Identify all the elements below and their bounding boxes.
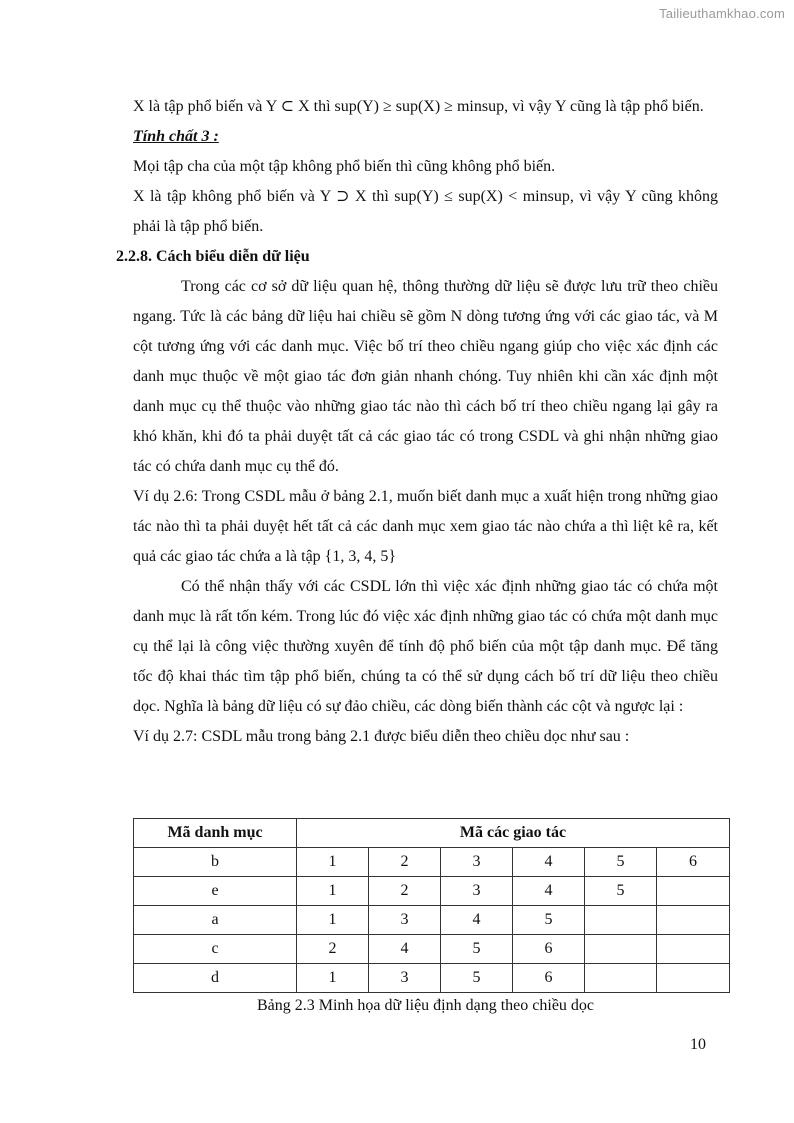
tid-cell [585,935,657,964]
paragraph-horizontal-layout: Trong các cơ sở dữ liệu quan hệ, thông thường dữ liệu sẽ được lưu trữ theo chiều ngang. Tức là các bảng dữ liệu hai chiều sẽ gồm N dòng tương ứng với các giao tác, và M cột tương ứng với các danh mục. Việc bố trí theo chiều ngang giúp cho việc xác định các danh mục thuộc về một giao tác đơn giản nhanh chóng. Tuy nhiên khi cần xác định một danh mục cụ thể thuộc vào những giao tác nào thì cách bố trí theo chiều ngang lại gây ra khó khăn, khi đó ta phải duyệt tất cả các giao tác có trong CSDL và ghi nhận những giao tác có chứa danh mục cụ thể đó. [133,278,718,475]
page-number: 10 [690,1036,706,1053]
table-row [134,935,730,964]
tid-cell: 2 [369,877,441,906]
item-cell: b [134,848,297,877]
tid-cell: 6 [513,935,585,964]
property-3-statement: Mọi tập cha của một tập không phổ biến thì cũng không phổ biến. [133,158,556,175]
tid-cell: 6 [657,848,730,877]
tid-cell: 5 [441,964,513,993]
header-transaction-ids: Mã các giao tác [297,819,730,848]
paragraph-property-2-tail: X là tập phổ biến và Y ⊂ X thì sup(Y) ≥ sup(X) ≥ minsup, vì vậy Y cũng là tập phổ biến. [133,98,704,115]
table-row [134,877,730,906]
header-item-id: Mã danh mục [134,819,297,848]
example-2-7: Ví dụ 2.7: CSDL mẫu trong bảng 2.1 được biểu diễn theo chiều dọc như sau : [133,728,630,745]
tid-cell: 6 [513,964,585,993]
tid-cell [657,964,730,993]
property-3-title: Tính chất 3 : [133,128,219,145]
table-header-row [134,819,730,848]
section-heading-2-2-8: 2.2.8. Cách biểu diễn dữ liệu [116,248,310,265]
tid-cell: 1 [297,906,369,935]
tid-cell [585,906,657,935]
tid-cell: 4 [441,906,513,935]
tid-cell: 2 [369,848,441,877]
tid-cell: 1 [297,848,369,877]
item-cell: a [134,906,297,935]
item-cell: e [134,877,297,906]
item-cell: c [134,935,297,964]
tid-cell: 4 [369,935,441,964]
item-cell: d [134,964,297,993]
paragraph-vertical-layout: Có thể nhận thấy với các CSDL lớn thì việc xác định những giao tác có chứa một danh mục là rất tốn kém. Trong lúc đó việc xác định những giao tác có chứa một danh mục cụ thể lại là công việc thường xuyên để tính độ phổ biến của một tập danh mục. Để tăng tốc độ khai thác tìm tập phổ biến, chúng ta có thể sử dụng cách bố trí dữ liệu theo chiều dọc. Nghĩa là bảng dữ liệu có sự đảo chiều, các dòng biến thành các cột và ngược lại : [133,578,718,715]
property-3-heading [133,122,718,152]
tid-cell: 1 [297,964,369,993]
tid-cell: 5 [585,848,657,877]
tid-cell: 5 [441,935,513,964]
tid-cell: 2 [297,935,369,964]
table-caption: Bảng 2.3 Minh họa dữ liệu định dạng theo chiều dọc [256,997,595,1014]
tid-cell: 4 [513,848,585,877]
tid-cell: 5 [513,906,585,935]
tid-cell: 4 [513,877,585,906]
tid-cell: 3 [369,964,441,993]
tid-cell: 5 [585,877,657,906]
watermark: Tailieuthamkhao.com [659,6,785,21]
page-body [116,92,718,752]
vertical-data-table [133,818,730,993]
tid-cell [585,964,657,993]
table-row [134,906,730,935]
tid-cell [657,935,730,964]
table-row [134,848,730,877]
tid-cell [657,877,730,906]
tid-cell: 3 [369,906,441,935]
example-2-6: Ví dụ 2.6: Trong CSDL mẫu ở bảng 2.1, muốn biết danh mục a xuất hiện trong những giao tác nào thì ta phải duyệt hết tất cả các danh mục xem giao tác nào chứa a thì liệt kê ra, kết quả các giao tác chứa a là tập {1, 3, 4, 5} [133,488,718,565]
tid-cell: 1 [297,877,369,906]
tid-cell: 3 [441,877,513,906]
property-3-explanation: X là tập không phổ biến và Y ⊃ X thì sup(Y) ≤ sup(X) < minsup, vì vậy Y cũng không phải là tập phổ biến. [133,188,718,235]
tid-cell [657,906,730,935]
tid-cell: 3 [441,848,513,877]
table-row [134,964,730,993]
